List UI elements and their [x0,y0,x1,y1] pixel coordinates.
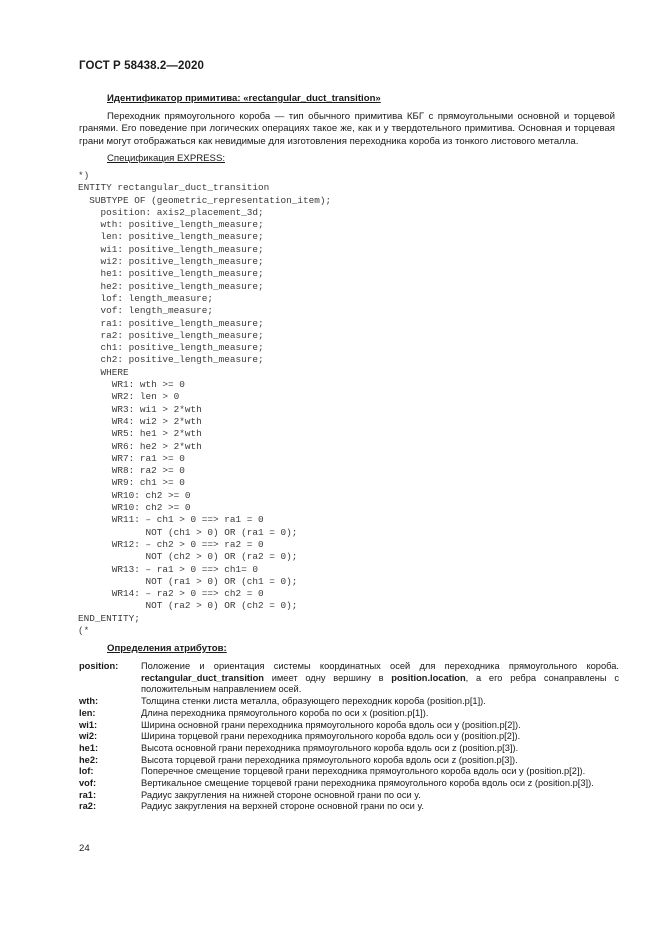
code-line: ra1: positive_length_measure; [78,317,264,329]
code-line: vof: length_measure; [78,305,214,317]
definition-desc: Ширина основной грани переходника прямоугольного короба вдоль оси y (position.p[2]). [141,719,521,730]
definition-desc: Высота основной грани переходника прямоугольного короба вдоль оси z (position.p[3]). [141,742,519,753]
code-line: NOT (ch1 > 0) OR (ra1 = 0); [78,526,298,538]
code-line: ch2: positive_length_measure; [78,354,264,366]
code-line: wi2: positive_length_measure; [78,256,264,268]
express-code-block [78,170,331,637]
code-line: *) [78,170,90,181]
code-line: WR5: he1 > 2*wth [78,428,202,440]
definition-item [79,801,619,813]
code-line: he1: positive_length_measure; [78,268,264,280]
definition-term: position: [79,661,119,671]
definition-desc: Толщина стенки листа металла, образующего переходник короба (position.p[1]). [141,696,486,707]
definition-item [79,766,619,778]
definition-term: ra1: [79,789,97,800]
code-line: WR8: ra2 >= 0 [78,465,185,477]
definitions-list [79,661,619,813]
standard-header: ГОСТ Р 58438.2—2020 [79,60,204,72]
code-line: NOT (ra2 > 0) OR (ch2 = 0); [78,600,298,612]
code-line: SUBTYPE OF (geometric_representation_item); [78,194,332,206]
definition-desc: Высота торцевой грани переходника прямоугольного короба вдоль оси z (position.p[3]). [141,754,518,765]
code-line: WR9: ch1 >= 0 [78,477,185,489]
code-line: lof: length_measure; [78,292,214,304]
code-line: WR4: wi2 > 2*wth [78,415,202,427]
definition-term: he1: [79,742,99,753]
code-line: (* [78,624,90,636]
code-line: WR2: len > 0 [78,391,180,403]
definition-desc: Поперечное смещение торцевой грани переходника прямоугольного короба вдоль оси y (position.p[2]). [141,766,586,777]
definition-item [79,708,619,720]
code-line: END_ENTITY; [78,612,140,624]
definition-desc: Ширина торцевой грани переходника прямоугольного короба вдоль оси y (position.p[2]). [141,731,521,742]
code-line: ra2: positive_length_measure; [78,329,264,341]
code-line: WHERE [78,366,129,378]
definition-desc: Вертикальное смещение торцевой грани переходника прямоугольного короба вдоль оси z (position.p[3]). [141,778,594,789]
definition-item [79,720,619,732]
description-paragraph: Переходник прямоугольного короба — тип обычного примитива КБГ с прямоугольными основной и торцевой гранями. Его поведение при логических операциях такое же, как и у твердотельного примитива. Основная и торцевая грани могут отображаться как невидимые для изготовления переходника короба из тонкого листового металла. [79,111,615,147]
code-line: wi1: positive_length_measure; [78,243,264,255]
code-line: WR13: – ra1 > 0 ==> ch1= 0 [78,563,259,575]
definition-term: ra2: [79,801,97,812]
definition-desc: Положение и ориентация системы координатных осей для переходника прямоугольного короба. rectangular_duct_transition имеет одну вершину в position.location, а его ребра сонаправлены с положительным направлением осей. [141,661,619,695]
definition-term: wi2: [79,731,98,742]
code-line: wth: positive_length_measure; [78,219,264,231]
definition-desc: Длина переходника прямоугольного короба по оси x (position.p[1]). [141,707,429,718]
definition-item [79,755,619,767]
express-spec-label: Спецификация EXPRESS: [107,153,226,164]
code-line: WR10: ch2 >= 0 [78,489,191,501]
section-title: Идентификатор примитива: «rectangular_duct_transition» [107,93,381,104]
definition-item-position [79,661,619,696]
code-line: he2: positive_length_measure; [78,280,264,292]
code-line: WR3: wi1 > 2*wth [78,403,202,415]
definition-term: wth: [79,696,99,707]
code-line: ch1: positive_length_measure; [78,342,264,354]
definition-term: vof: [79,778,97,789]
definition-item [79,790,619,802]
code-line: WR6: he2 > 2*wth [78,440,202,452]
code-line: WR1: wth >= 0 [78,379,185,391]
definition-term: wi1: [79,719,98,730]
definition-desc: Радиус закругления на нижней стороне основной грани по оси y. [141,789,421,800]
definition-item [79,778,619,790]
code-line: ENTITY rectangular_duct_transition [78,182,270,194]
code-line: WR14: – ra2 > 0 ==> ch2 = 0 [78,588,264,600]
definition-item [79,743,619,755]
code-line: WR7: ra1 >= 0 [78,452,185,464]
definition-item [79,696,619,708]
definition-term: he2: [79,754,99,765]
definition-desc: Радиус закругления на верхней стороне основной грани по оси y. [141,801,424,812]
definition-term: lof: [79,766,94,777]
code-line: position: axis2_placement_3d; [78,206,264,218]
code-line: NOT (ch2 > 0) OR (ra2 = 0); [78,551,298,563]
definition-term: len: [79,707,96,718]
code-line: len: positive_length_measure; [78,231,264,243]
code-line: WR10: ch2 >= 0 [78,502,191,514]
code-line: NOT (ra1 > 0) OR (ch1 = 0); [78,575,298,587]
code-line: WR11: – ch1 > 0 ==> ra1 = 0 [78,514,264,526]
code-line: WR12: – ch2 > 0 ==> ra2 = 0 [78,538,264,550]
definitions-title: Определения атрибутов: [107,643,227,654]
definition-item [79,731,619,743]
page-number: 24 [79,843,90,854]
